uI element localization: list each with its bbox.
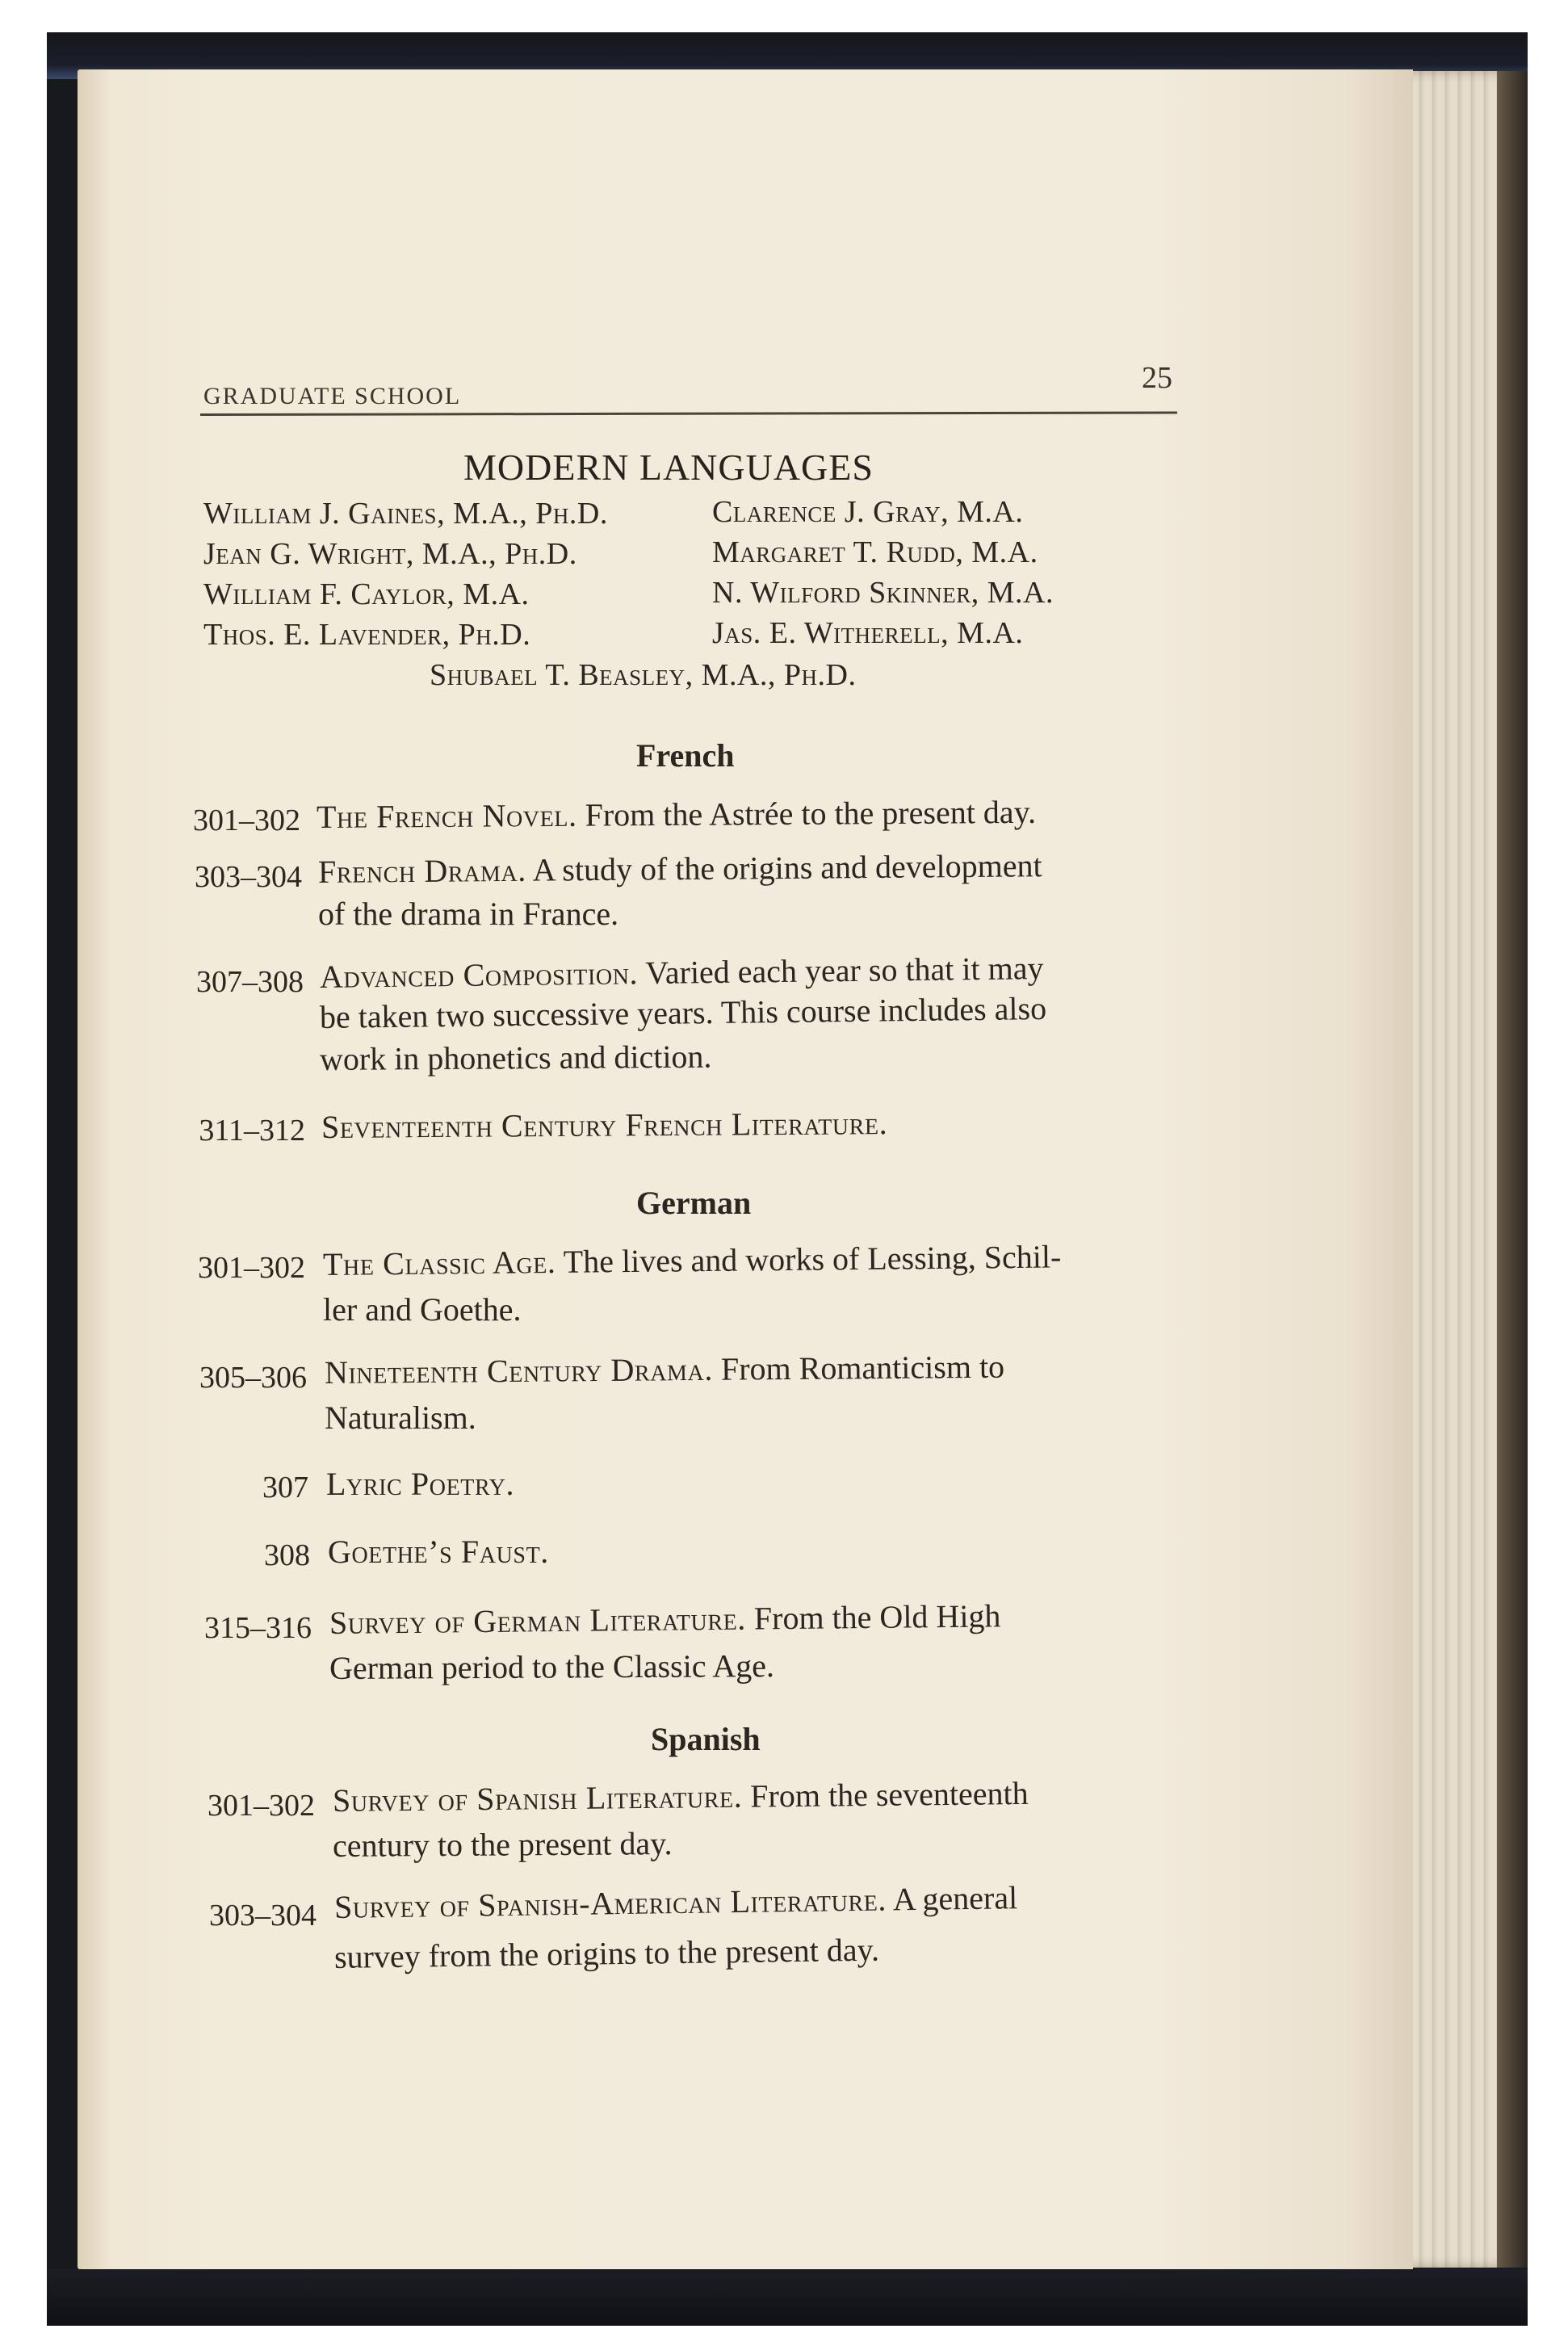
faculty-name: Thos. E. Lavender, Ph.D. [203,618,531,652]
faculty-name: William J. Gaines, M.A., Ph.D. [203,497,608,531]
course-description: A general [892,1879,1018,1918]
course-number: 315–316 [204,1611,312,1645]
subject-heading-spanish: Spanish [651,1721,761,1757]
course-description-continued: of the drama in France. [318,896,619,932]
subject-heading-french: French [636,737,735,774]
course-title: Survey of Spanish-American Literature. [333,1881,887,1925]
course-description-continued: survey from the origins to the present day. [333,1931,880,1975]
course-description-continued: century to the present day. [332,1825,673,1864]
course-number: 305–306 [199,1361,307,1395]
course-entry [325,1348,1004,1391]
running-head: GRADUATE SCHOOL [203,383,462,409]
course-number: 301–302 [208,1789,315,1823]
faculty-name: Jean G. Wright, M.A., Ph.D. [203,537,577,571]
course-number: 307–308 [196,965,304,999]
course-number: 303–304 [209,1899,317,1932]
course-number: 303–304 [195,860,302,894]
course-description: From the Astrée to the present day. [585,793,1037,833]
book-page [78,69,1413,2269]
course-description-continued: work in phonetics and diction. [319,1038,712,1077]
course-number: 308 [264,1538,310,1572]
faculty-name: Margaret T. Rudd, M.A. [712,535,1038,569]
course-entry [333,1774,1029,1819]
course-description: Varied each year so that it may [645,950,1044,992]
course-description: From the seventeenth [750,1774,1029,1815]
course-entry [318,846,1042,891]
course-title: Nineteenth Century Drama. [324,1350,714,1391]
course-title: The Classic Age. [322,1243,556,1282]
course-title: Goethe’s Faust. [328,1534,549,1570]
course-entry [317,793,1036,836]
header-rule [200,411,1177,416]
page-edges-shadow [1497,71,1528,2268]
page-number: 25 [1142,361,1172,395]
faculty-name: Jas. E. Witherell, M.A. [712,616,1024,650]
course-title: Seventeenth Century French Literature. [321,1105,888,1145]
course-number: 311–312 [199,1114,305,1148]
book-cover-bottom [47,2269,1528,2326]
course-number: 307 [262,1471,308,1504]
course-description: A study of the origins and development [532,847,1042,888]
course-entry [323,1237,1062,1283]
course-entry [320,949,1044,996]
book-photo [47,32,1528,2326]
course-description-continued: be taken two successive years. This course includes also [319,990,1047,1035]
course-description: The lives and works of Lessing, Schil- [563,1238,1062,1280]
section-title: MODERN LANGUAGES [463,447,874,488]
course-title: French Drama. [317,851,527,890]
course-description-continued: ler and Goethe. [323,1291,522,1328]
course-title: Lyric Poetry. [326,1466,515,1502]
course-description-continued: German period to the Classic Age. [329,1647,775,1686]
course-description: From the Old High [753,1597,1001,1637]
course-entry [328,1533,549,1571]
course-title: Survey of Spanish Literature. [332,1777,743,1819]
course-description-continued: Naturalism. [325,1399,476,1436]
faculty-name: William F. Caylor, M.A. [203,577,530,611]
course-title: Survey of German Literature. [329,1600,747,1641]
course-entry [334,1878,1018,1926]
faculty-name: N. Wilford Skinner, M.A. [712,576,1054,610]
course-entry [321,1104,888,1146]
course-description: From Romanticism to [720,1348,1005,1387]
course-number: 301–302 [193,804,300,837]
faculty-name: Shubael T. Beasley, M.A., Ph.D. [430,658,857,692]
course-title: The French Novel. [316,796,577,835]
subject-heading-german: German [636,1185,752,1221]
course-title: Advanced Composition. [319,955,639,995]
course-number: 301–302 [198,1251,305,1285]
course-entry [329,1597,1001,1642]
course-entry [326,1465,514,1503]
faculty-name: Clarence J. Gray, M.A. [712,495,1024,529]
